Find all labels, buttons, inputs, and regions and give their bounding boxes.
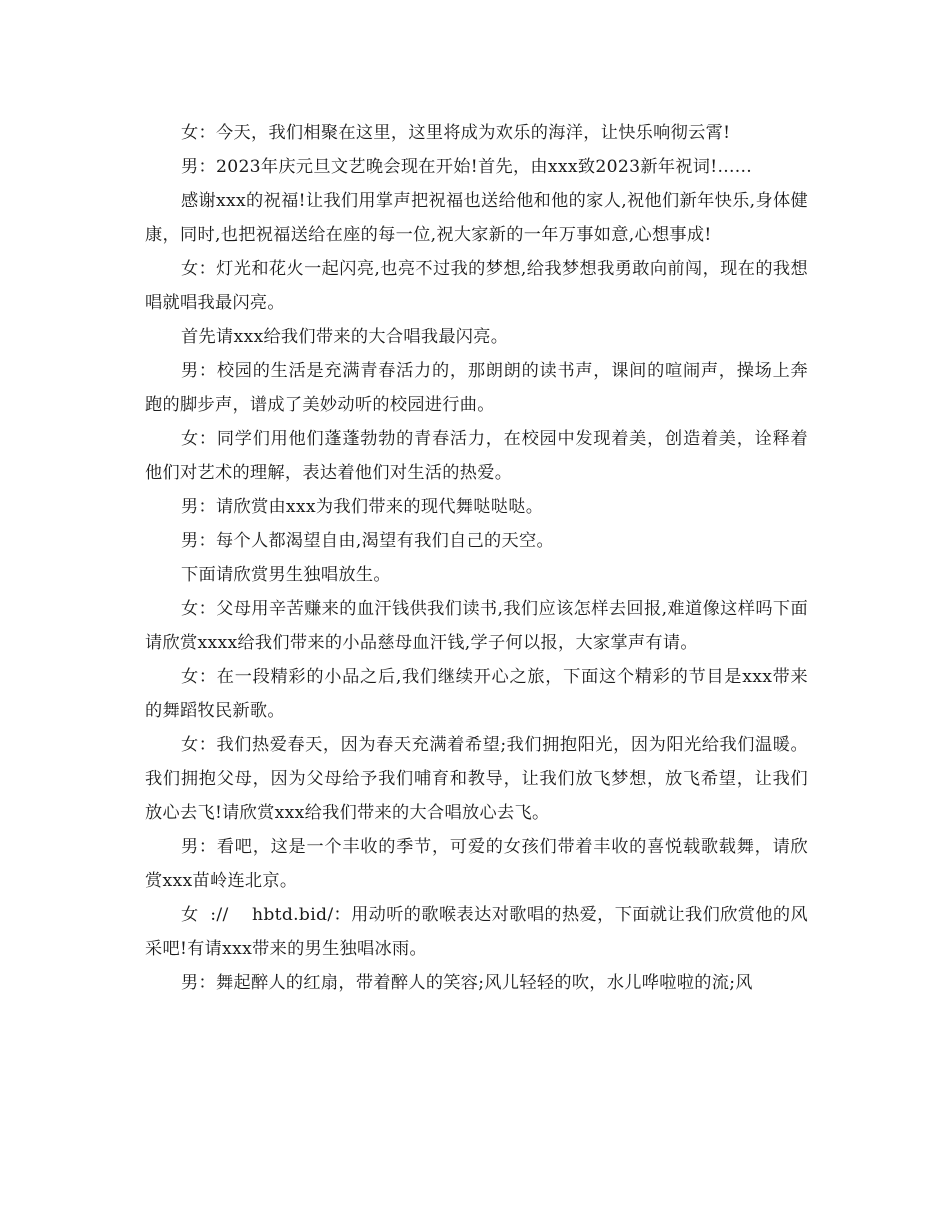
- paragraph-2: 男：2023年庆元旦文艺晚会现在开始!首先，由xxx致2023新年祝词!......: [181, 157, 753, 177]
- paragraph-8: 男：请欣赏由xxx为我们带来的现代舞哒哒哒。: [181, 497, 544, 517]
- paragraph-13: 女：我们热爱春天，因为春天充满着希望;我们拥抱阳光，因为阳光给我们温暖。我们拥抱父母，因为父母给予我们哺育和教导，让我们放飞梦想，放飞希望，让我们放心去飞!请欣赏xxx给我们带来的大合唱放心去飞。: [145, 735, 808, 823]
- paragraph-3: 感谢xxx的祝福!让我们用掌声把祝福也送给他和他的家人,祝他们新年快乐,身体健康，同时,也把祝福送给在座的每一位,祝大家新的一年万事如意,心想事成!: [145, 191, 808, 245]
- paragraph-10: 下面请欣赏男生独唱放生。: [181, 565, 391, 585]
- paragraph-7: 女：同学们用他们蓬蓬勃勃的青春活力，在校园中发现着美，创造着美，诠释着他们对艺术的理解，表达着他们对生活的热爱。: [145, 429, 808, 483]
- paragraph-1: 女：今天，我们相聚在这里，这里将成为欢乐的海洋，让快乐响彻云霄!: [181, 123, 731, 143]
- paragraph-9: 男：每个人都渴望自由,渴望有我们自己的天空。: [181, 531, 555, 551]
- paragraph-15: 女 :// hbtd.bid/：用动听的歌喉表达对歌唱的热爱，下面就让我们欣赏他的风采吧!有请xxx带来的男生独唱冰雨。: [145, 905, 808, 959]
- paragraph-12: 女：在一段精彩的小品之后,我们继续开心之旅，下面这个精彩的节目是xxx带来的舞蹈牧民新歌。: [145, 667, 808, 721]
- paragraph-5: 首先请xxx给我们带来的大合唱我最闪亮。: [181, 327, 509, 347]
- paragraph-11: 女：父母用辛苦赚来的血汗钱供我们读书,我们应该怎样去回报,难道像这样吗下面请欣赏xxxx给我们带来的小品慈母血汗钱,学子何以报，大家掌声有请。: [145, 599, 808, 653]
- paragraph-6: 男：校园的生活是充满青春活力的，那朗朗的读书声，课间的喧闹声，操场上奔跑的脚步声，谱成了美妙动听的校园进行曲。: [145, 361, 808, 415]
- paragraph-4: 女：灯光和花火一起闪亮,也亮不过我的梦想,给我梦想我勇敢向前闯，现在的我想唱就唱我最闪亮。: [145, 259, 808, 313]
- paragraph-16: 男：舞起醉人的红扇，带着醉人的笑容;风儿轻轻的吹，水儿哗啦啦的流;风: [181, 973, 753, 993]
- paragraph-14: 男：看吧，这是一个丰收的季节，可爱的女孩们带着丰收的喜悦载歌载舞，请欣赏xxx苗岭连北京。: [145, 837, 808, 891]
